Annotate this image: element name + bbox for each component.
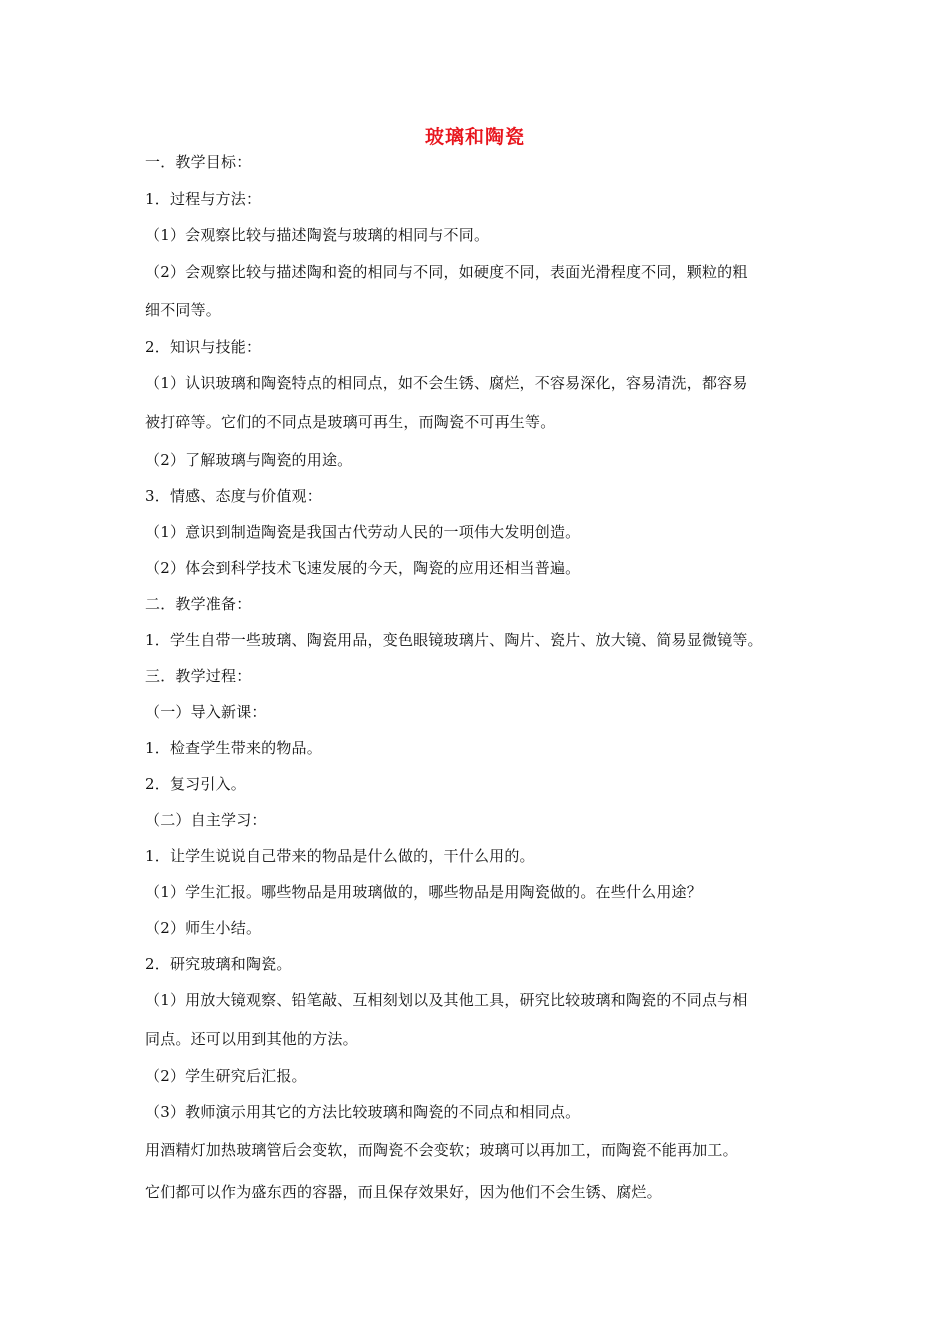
document-title: 玻璃和陶瓷 [424, 126, 525, 148]
paragraph-line: （2）师生小结。 [145, 919, 262, 937]
paragraph-line: （1）用放大镜观察、铅笔敲、互相刻划以及其他工具，研究比较玻璃和陶瓷的不同点与相 [145, 991, 748, 1009]
subheading-self-study: （二）自主学习： [145, 811, 267, 829]
paragraph-line: 2．复习引入。 [145, 775, 246, 793]
paragraph-line: （2）学生研究后汇报。 [145, 1067, 307, 1085]
paragraph-line: （1）认识玻璃和陶瓷特点的相同点，如不会生锈、腐烂，不容易深化，容易清洗，都容易 [145, 374, 748, 392]
section-heading-preparation: 二．教学准备： [145, 595, 252, 613]
paragraph-line: （1）意识到制造陶瓷是我国古代劳动人民的一项伟大发明创造。 [145, 523, 581, 541]
paragraph-line: 用酒精灯加热玻璃管后会变软，而陶瓷不会变软；玻璃可以再加工，而陶瓷不能再加工。 [145, 1141, 738, 1159]
paragraph-line: 细不同等。 [145, 301, 222, 319]
paragraph-line: 2．研究玻璃和陶瓷。 [145, 955, 292, 973]
paragraph-line: （2）体会到科学技术飞速发展的今天，陶瓷的应用还相当普遍。 [145, 559, 581, 577]
subheading-introduction: （一）导入新课： [145, 703, 267, 721]
paragraph-line: （2）了解玻璃与陶瓷的用途。 [145, 451, 353, 469]
section-heading-process: 三．教学过程： [145, 667, 252, 685]
paragraph-line: 它们都可以作为盛东西的容器，而且保存效果好，因为他们不会生锈、腐烂。 [145, 1183, 662, 1201]
subheading-process-method: 1．过程与方法： [145, 190, 262, 208]
paragraph-line: （3）教师演示用其它的方法比较玻璃和陶瓷的不同点和相同点。 [145, 1103, 581, 1121]
paragraph-line: 同点。还可以用到其他的方法。 [145, 1030, 358, 1048]
paragraph-line: 1．检查学生带来的物品。 [145, 739, 322, 757]
paragraph-line: （2）会观察比较与描述陶和瓷的相同与不同，如硬度不同，表面光滑程度不同，颗粒的粗 [145, 263, 748, 281]
paragraph-line: 1．学生自带一些玻璃、陶瓷用品，变色眼镜玻璃片、陶片、瓷片、放大镜、简易显微镜等。 [145, 631, 763, 649]
paragraph-line: 被打碎等。它们的不同点是玻璃可再生，而陶瓷不可再生等。 [145, 413, 556, 431]
subheading-emotion-values: 3．情感、态度与价值观： [145, 487, 322, 505]
subheading-knowledge-skills: 2．知识与技能： [145, 338, 262, 356]
paragraph-line: 1．让学生说说自己带来的物品是什么做的，干什么用的。 [145, 847, 535, 865]
section-heading-objectives: 一．教学目标： [145, 153, 252, 171]
paragraph-line: （1）学生汇报。哪些物品是用玻璃做的，哪些物品是用陶瓷做的。在些什么用途？ [145, 883, 702, 901]
paragraph-line: （1）会观察比较与描述陶瓷与玻璃的相同与不同。 [145, 226, 490, 244]
